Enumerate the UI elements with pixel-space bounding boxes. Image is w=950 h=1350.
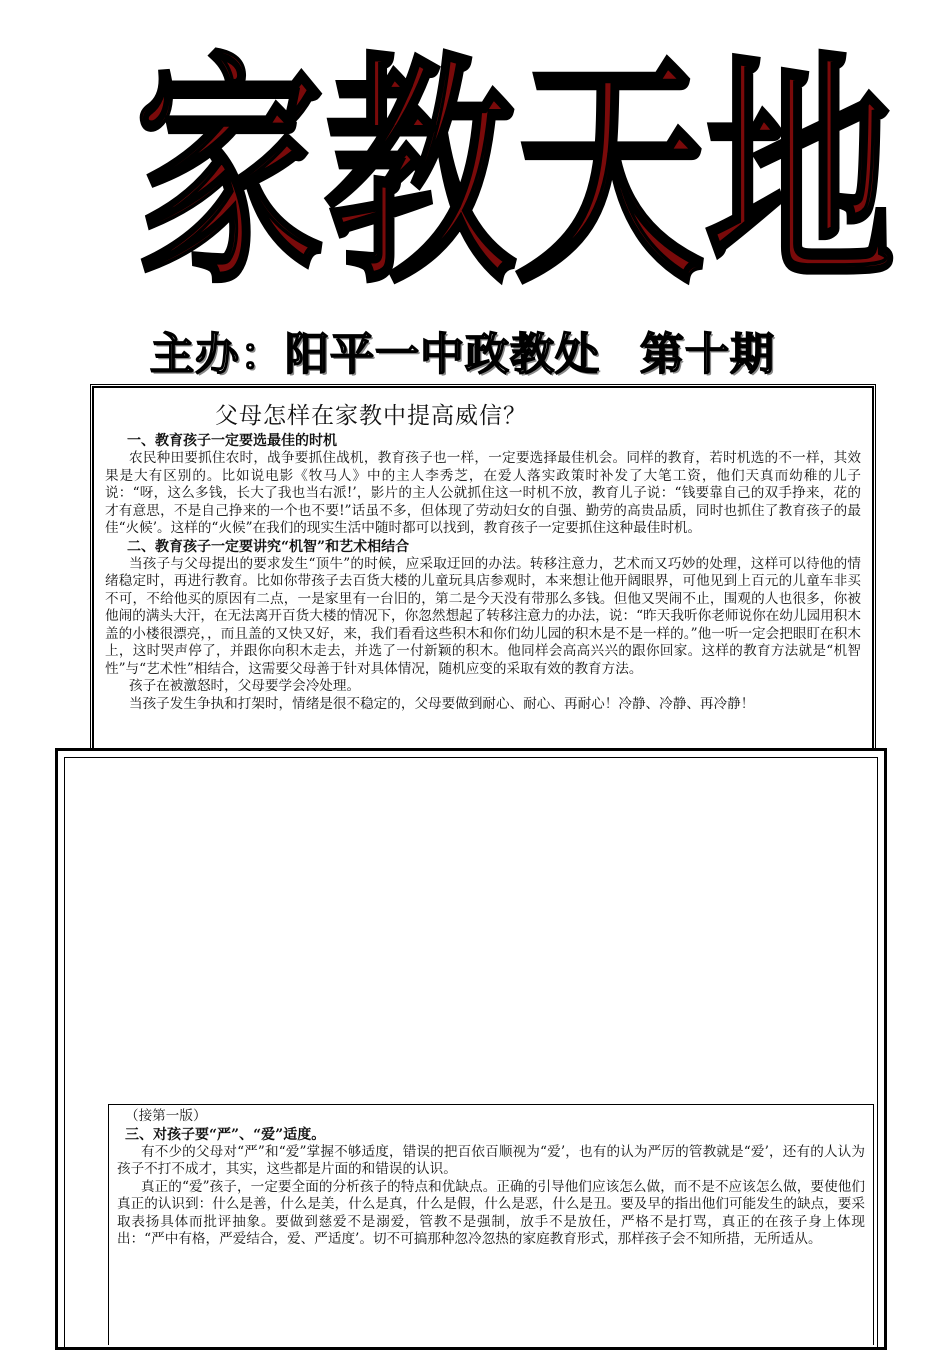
- continued-label: （接第一版）: [125, 1108, 207, 1124]
- section-3-paragraph-2: 真正的“爱”孩子，一定要全面的分析孩子的特点和优缺点。正确的引导他们应该怎么做，而不是不应该怎么做，要使他们真正的认识到：什么是善，什么是美，什么是真，什么是假，什么是恶，什么是丑。要及早的指出他们可能发生的缺点，要采取表扬具体而批评抽象。要做到慈爱不是溺爱，管教不是强制，放手不是放任，严格不是打骂，真正的在孩子身上体现出：“严中有格，严爱结合，爱、严适度’。切不可搞那种忽冷忽热的家庭教育形式，那样孩子会不知所措，无所适从。: [117, 1178, 865, 1247]
- section-1-paragraph: 农民种田要抓住农时，战争要抓住战机，教育孩子也一样，一定要选择最佳机会。同样的教育，若时机选的不一样，其效果是大有区别的。比如说电影《牧马人》中的主人李秀芝，在爱人落实政策时补发了大笔工资，他们天真而幼稚的儿子说：“呀，这么多钱，长大了我也当右派!’，影片的主人公就抓住这一时机不放，教育儿子说：“钱要靠自己的双手挣来，花的才有意思，不是自己挣来的一个也不要!”话虽不多，但体现了劳动妇女的自强、勤劳的高贵品质，同时也抓住了教育孩子的最佳“火候’。这样的“火候”在我们的现实生活中随时都可以找到，教育孩子一定要抓住这种最佳时机。: [105, 450, 861, 536]
- continued-article-box: [108, 1104, 874, 1345]
- masthead-char-4: 地: [705, 32, 896, 316]
- section-3-heading: 三、对孩子要“严”、“爱”适度。: [125, 1126, 326, 1143]
- masthead-char-3: 天: [515, 32, 706, 316]
- sponsor-line: [150, 318, 810, 380]
- main-article-box: [90, 384, 876, 760]
- masthead-char-2: 教: [325, 32, 516, 316]
- sponsor-text: 主办：阳平一中政教处: [150, 329, 600, 380]
- section-1-heading: 一、教育孩子一定要选最佳的时机: [127, 433, 337, 449]
- section-2-heading: 二、教育孩子一定要讲究“机智”和艺术相结合: [127, 538, 410, 555]
- section-2-paragraph-2: 孩子在被激怒时，父母要学会冷处理。: [129, 678, 361, 694]
- section-3-paragraph-1: 有不少的父母对“严”和“爱”掌握不够适度，错误的把百依百顺视为“爱’，也有的认为严厉的管教就是“爱’，还有的人认为孩子不打不成才，其实，这些都是片面的和错误的认识。: [117, 1143, 865, 1177]
- issue-number: 第十期: [640, 329, 775, 380]
- article-title: 父母怎样在家教中提高威信？: [215, 403, 527, 429]
- section-2-paragraph-1: 当孩子与父母提出的要求发生“顶牛”的时候，应采取迂回的办法。转移注意力，艺术而又巧妙的处理，这样可以待他的情绪稳定时，再进行教育。比如你带孩子去百货大楼的儿童玩具店参观时，本来想让他开阔眼界，可他见到上百元的儿童车非买不可，不给他买的原因有二点，一是家里有一台旧的，第二是今天没有带那么多钱。但他又哭闹不止，围观的人也很多，你被他闹的满头大汗，在无法离开百货大楼的情况下，你忽然想起了转移注意力的办法，说：“昨天我听你老师说你在幼儿园用积木盖的小楼很漂亮，，而且盖的又快又好，来，我们看看这些积木和你们幼儿园的积木是不是一样的。”他一听一定会把眼盯在积木上，这时哭声停了，并跟你向积木走去，并选了一付新颖的积木。他同样会高高兴兴的跟你回家。这样的教育方法就是“机智性”与“艺术性”相结合，这需要父母善于针对具体情况，随机应变的采取有效的教育方法。: [105, 555, 861, 677]
- section-2-paragraph-3: 当孩子发生争执和打架时，情绪是很不稳定的，父母要做到耐心、耐心、再耐心！冷静、冷静、再冷静！: [129, 695, 755, 712]
- masthead-title: [135, 32, 896, 316]
- masthead-char-1: 家: [135, 32, 326, 316]
